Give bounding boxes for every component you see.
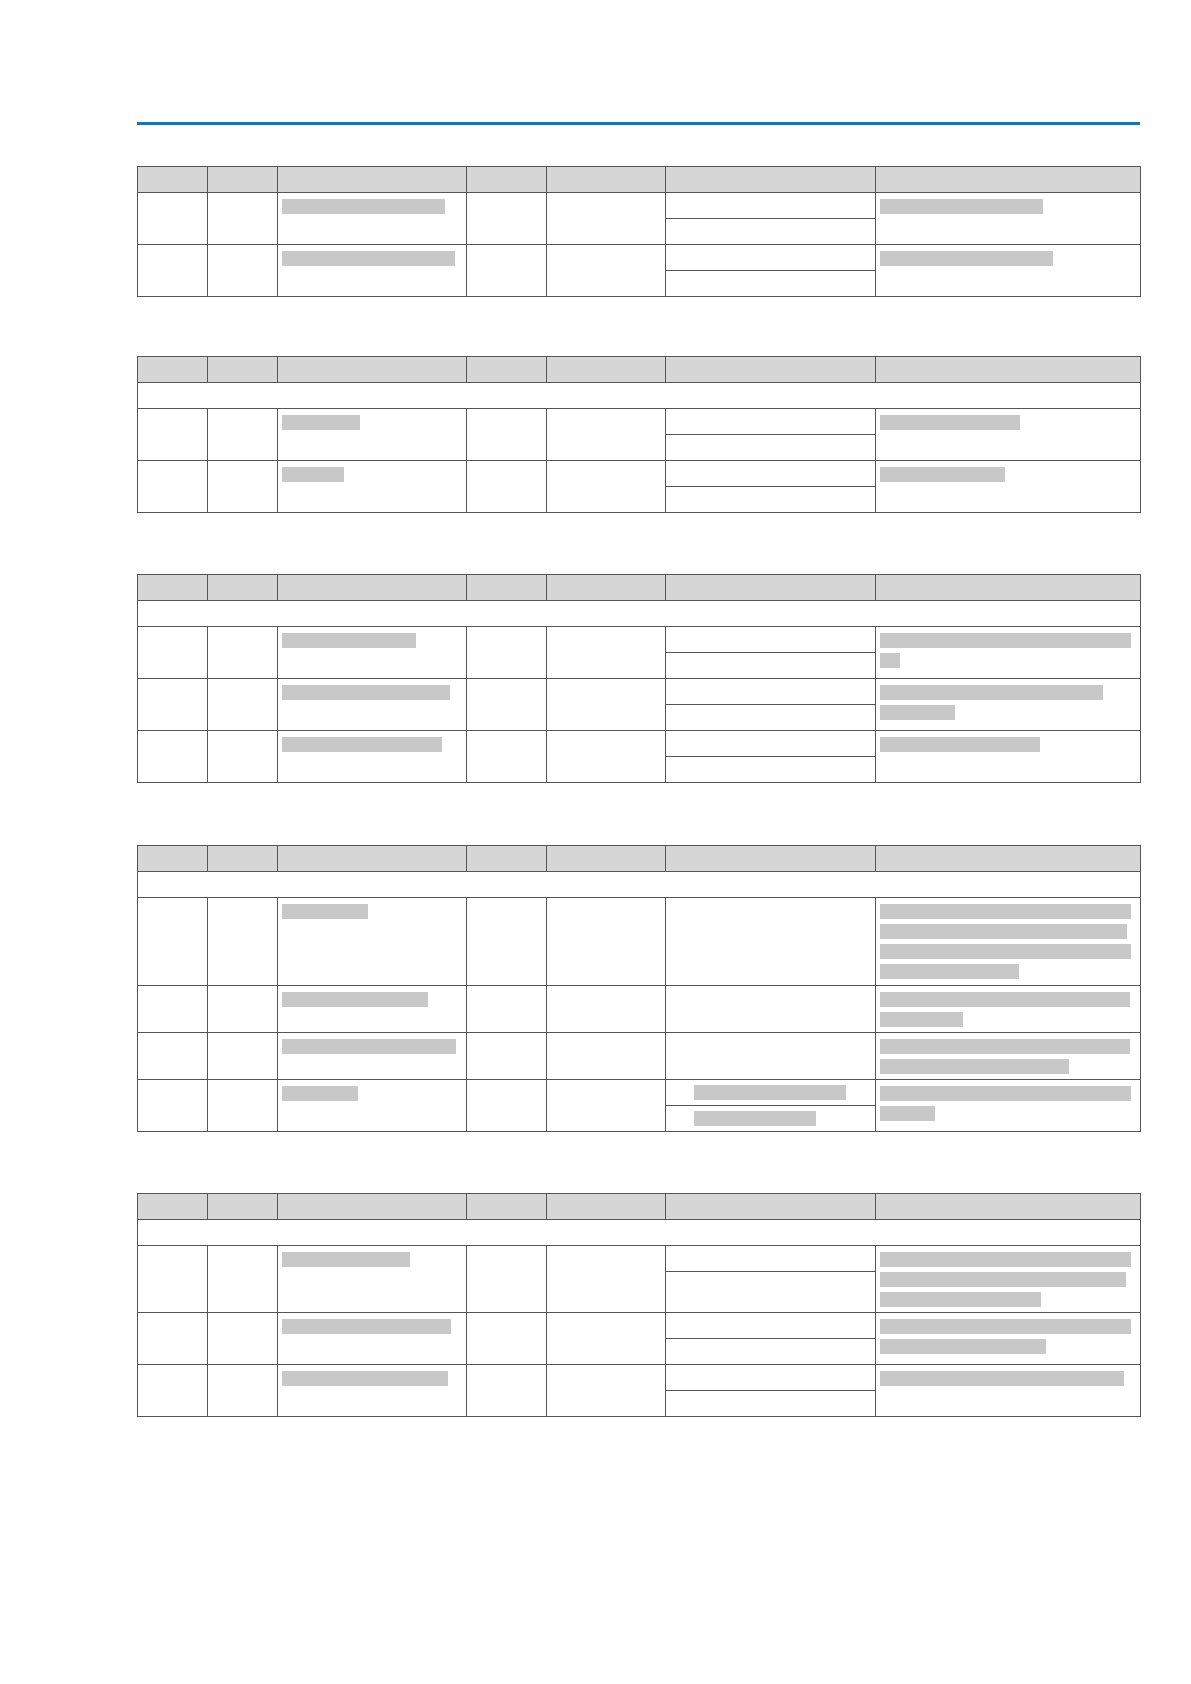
table-5 bbox=[137, 1193, 1141, 1417]
table-row bbox=[138, 986, 1141, 1033]
table-header bbox=[138, 167, 1141, 193]
redacted-text bbox=[880, 685, 1103, 700]
redacted-text bbox=[880, 904, 1131, 919]
table-row bbox=[138, 1313, 1141, 1339]
section-row bbox=[138, 383, 1141, 409]
redacted-text bbox=[880, 737, 1040, 752]
redacted-text bbox=[694, 1085, 846, 1100]
redacted-text bbox=[880, 1339, 1046, 1354]
redacted-text bbox=[282, 737, 442, 752]
redacted-text bbox=[282, 685, 450, 700]
redacted-text bbox=[880, 633, 1131, 648]
redacted-text bbox=[282, 1039, 456, 1054]
table-header bbox=[138, 1194, 1141, 1220]
redacted-text bbox=[880, 944, 1131, 959]
redacted-text bbox=[880, 1039, 1130, 1054]
redacted-text bbox=[880, 415, 1020, 430]
table-header bbox=[138, 846, 1141, 872]
redacted-text bbox=[694, 1111, 816, 1126]
redacted-text bbox=[282, 251, 455, 266]
redacted-text bbox=[880, 251, 1053, 266]
redacted-text bbox=[880, 705, 955, 720]
table-row bbox=[138, 193, 1141, 219]
redacted-text bbox=[880, 1272, 1126, 1287]
redacted-text bbox=[282, 1252, 410, 1267]
table-row bbox=[138, 1033, 1141, 1080]
table-row bbox=[138, 731, 1141, 757]
redacted-text bbox=[880, 992, 1130, 1007]
redacted-text bbox=[880, 1086, 1131, 1101]
redacted-text bbox=[880, 1106, 935, 1121]
redacted-text bbox=[282, 904, 368, 919]
redacted-text bbox=[880, 1252, 1131, 1267]
table-row bbox=[138, 898, 1141, 986]
redacted-text bbox=[282, 415, 360, 430]
redacted-text bbox=[880, 924, 1127, 939]
redacted-text bbox=[282, 1319, 451, 1334]
section-row bbox=[138, 872, 1141, 898]
table-row bbox=[138, 1246, 1141, 1272]
section-row bbox=[138, 601, 1141, 627]
redacted-text bbox=[880, 1371, 1124, 1386]
redacted-text bbox=[880, 964, 1019, 979]
table-3 bbox=[137, 574, 1141, 783]
table-row bbox=[138, 1365, 1141, 1391]
redacted-text bbox=[282, 199, 445, 214]
table-header bbox=[138, 575, 1141, 601]
redacted-text bbox=[282, 1086, 358, 1101]
section-row bbox=[138, 1220, 1141, 1246]
table-row bbox=[138, 461, 1141, 487]
table-row bbox=[138, 679, 1141, 705]
redacted-text bbox=[282, 633, 416, 648]
redacted-text bbox=[880, 1059, 1069, 1074]
redacted-text bbox=[282, 992, 428, 1007]
redacted-text bbox=[880, 1012, 963, 1027]
top-accent-rule bbox=[137, 122, 1140, 125]
table-row bbox=[138, 245, 1141, 271]
table-1 bbox=[137, 166, 1141, 297]
redacted-text bbox=[880, 653, 900, 668]
redacted-text bbox=[282, 1371, 448, 1386]
redacted-text bbox=[282, 467, 344, 482]
table-4 bbox=[137, 845, 1141, 1132]
redacted-text bbox=[880, 467, 1005, 482]
table-row bbox=[138, 627, 1141, 653]
table-row bbox=[138, 1080, 1141, 1106]
redacted-text bbox=[880, 1292, 1041, 1307]
table-2 bbox=[137, 356, 1141, 513]
redacted-text bbox=[880, 1319, 1131, 1334]
table-row bbox=[138, 409, 1141, 435]
table-header bbox=[138, 357, 1141, 383]
redacted-text bbox=[880, 199, 1043, 214]
